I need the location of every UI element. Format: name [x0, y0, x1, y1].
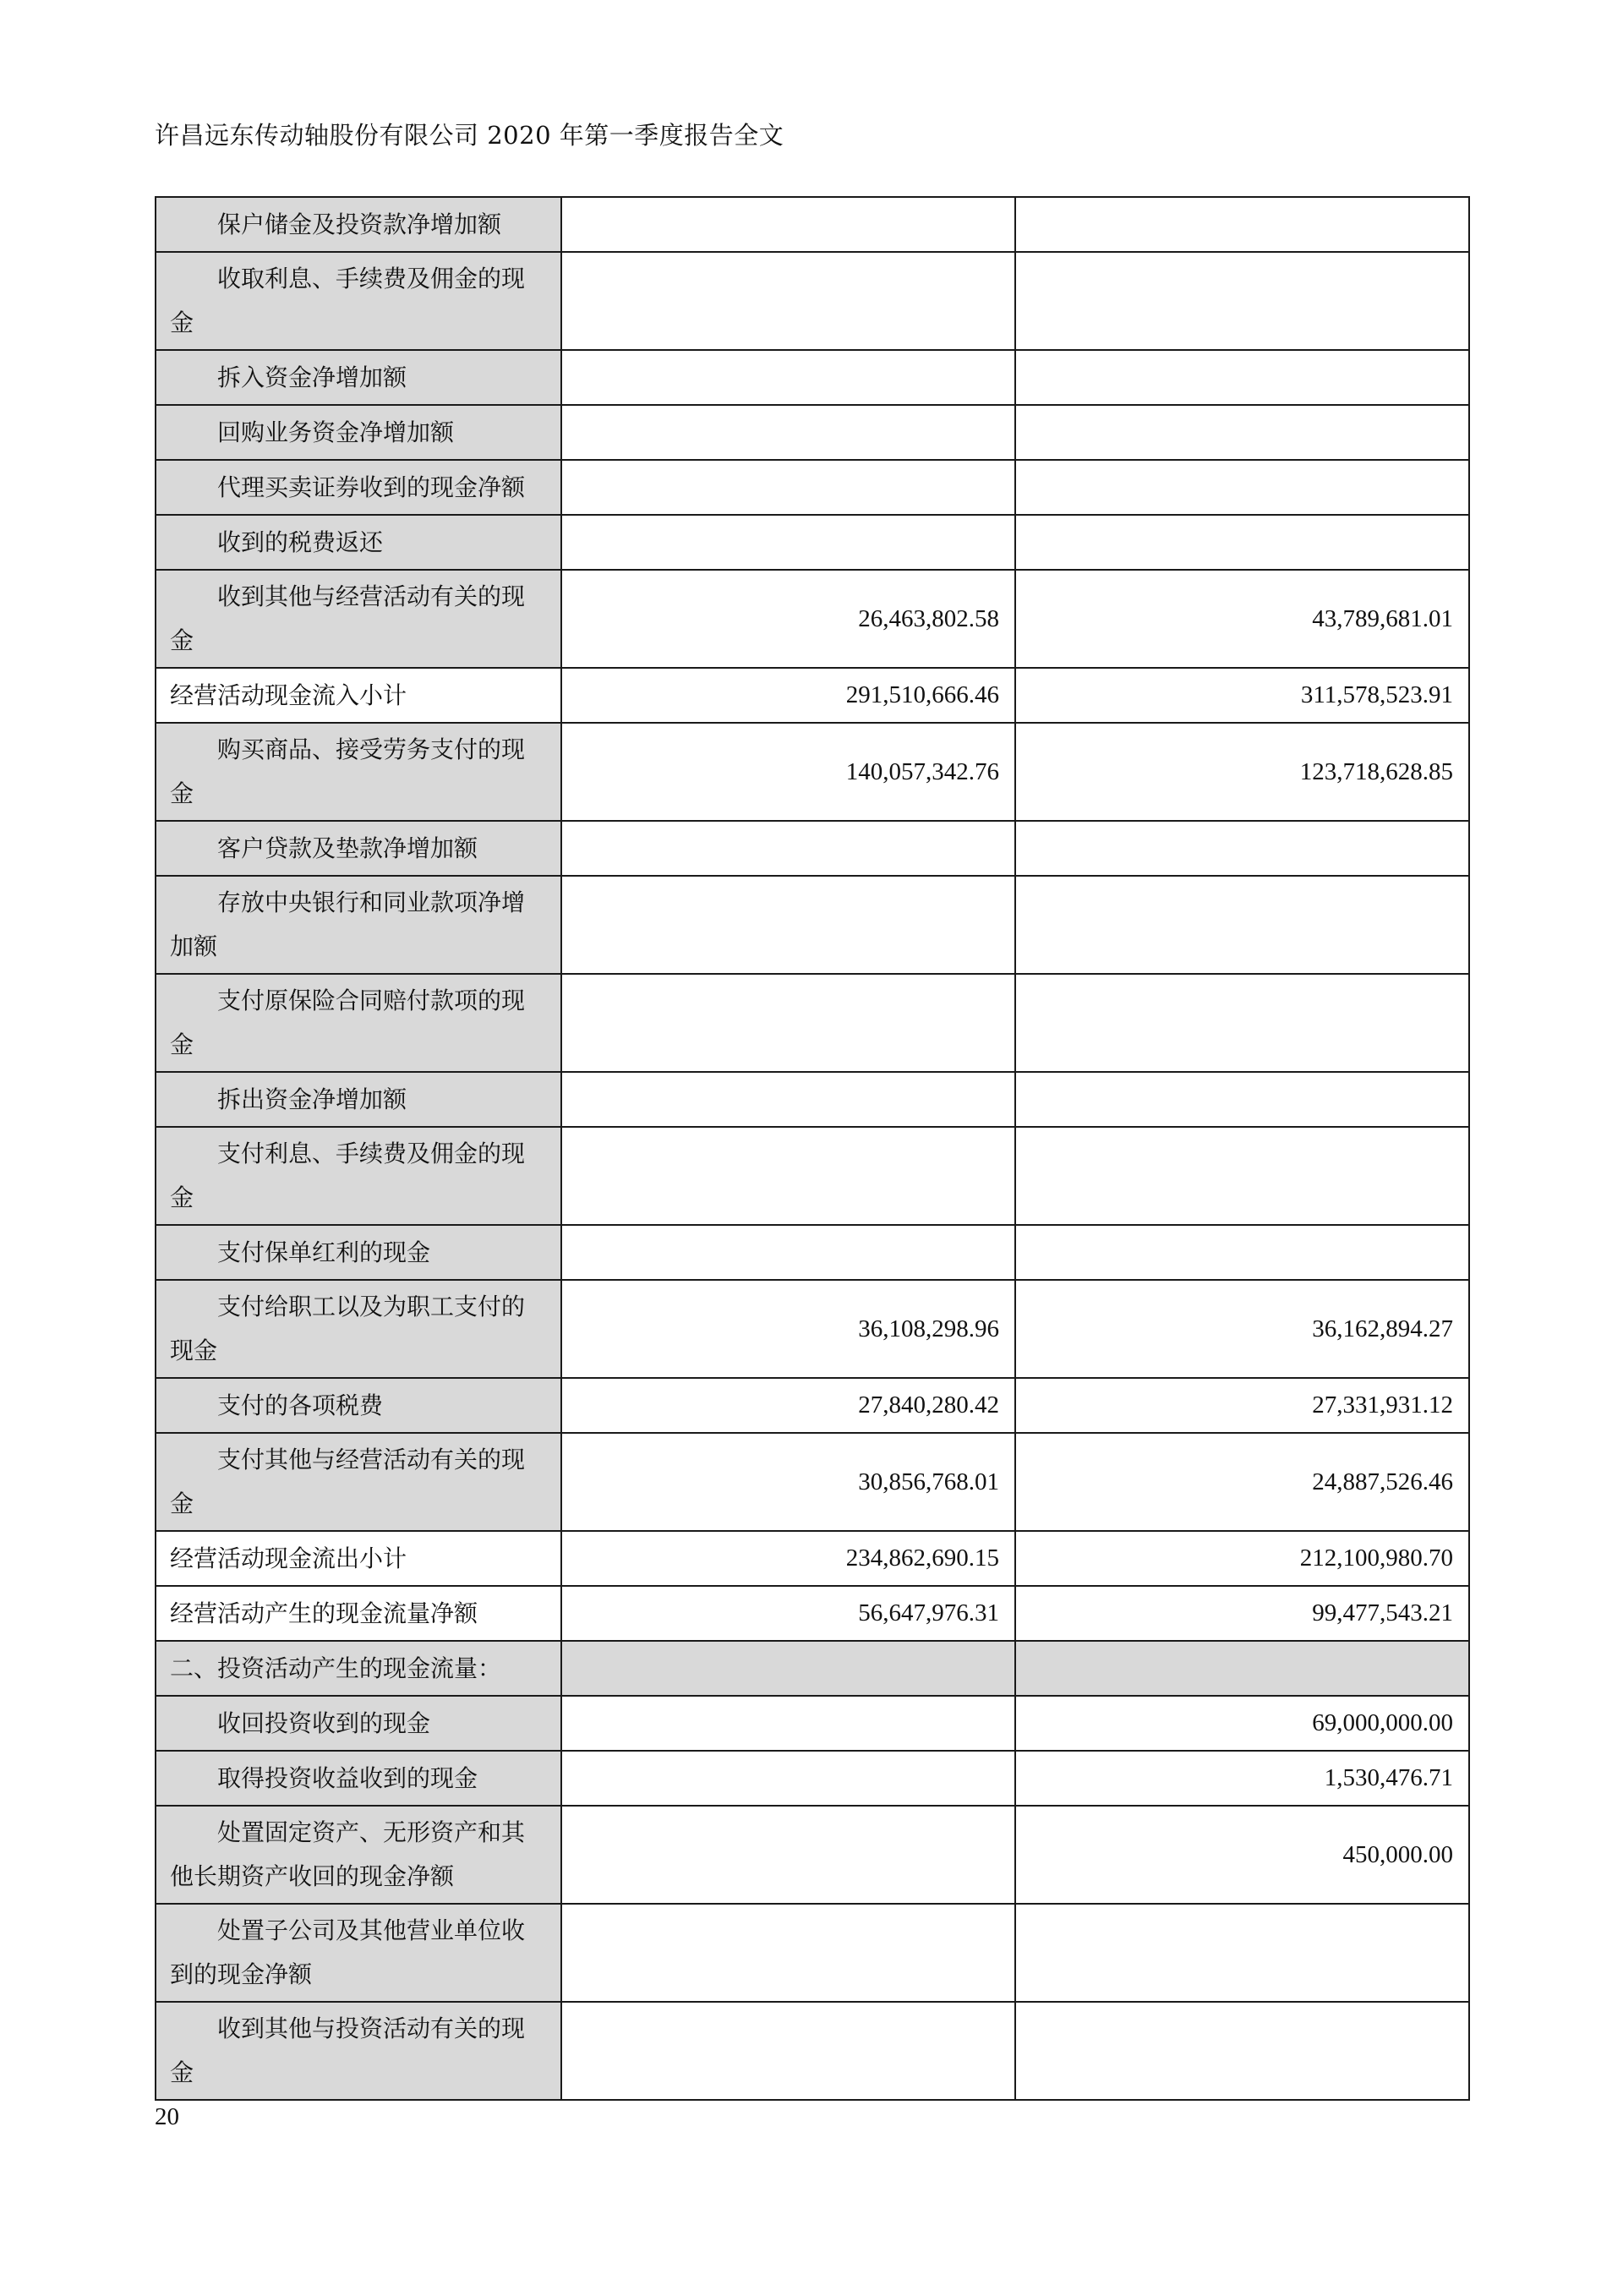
row-label: 经营活动现金流入小计 [170, 681, 407, 709]
previous-period-value [1015, 1641, 1469, 1696]
previous-period-value [1015, 876, 1469, 974]
table-row [156, 1225, 1469, 1280]
current-period-value [561, 1225, 1015, 1280]
table-row [156, 515, 1469, 570]
row-label: 经营活动现金流出小计 [170, 1544, 407, 1572]
table-row [156, 252, 1469, 350]
previous-period-value: 43,789,681.01 [1015, 570, 1469, 668]
row-label: 购买商品、接受劳务支付的现金 [170, 735, 526, 807]
current-period-value: 36,108,298.96 [561, 1280, 1015, 1378]
previous-period-value [1015, 1225, 1469, 1280]
row-label: 支付原保险合同赔付款项的现金 [170, 987, 526, 1058]
previous-period-value: 24,887,526.46 [1015, 1433, 1469, 1531]
row-label-cell [156, 1127, 561, 1225]
row-label: 支付给职工以及为职工支付的现金 [170, 1293, 526, 1364]
row-label: 支付利息、手续费及佣金的现金 [170, 1140, 526, 1211]
table-row [156, 723, 1469, 821]
row-label: 存放中央银行和同业款项净增加额 [170, 888, 526, 960]
current-period-value [561, 2002, 1015, 2100]
current-period-value: 140,057,342.76 [561, 723, 1015, 821]
row-label: 收回投资收到的现金 [217, 1708, 431, 1737]
previous-period-value: 69,000,000.00 [1015, 1696, 1469, 1751]
row-label: 收取利息、手续费及佣金的现金 [170, 265, 526, 336]
row-label-cell [156, 668, 561, 723]
cash-flow-table-container [155, 196, 1468, 2101]
row-label: 二、投资活动产生的现金流量： [170, 1654, 502, 1682]
current-period-value [561, 1904, 1015, 2002]
table-row [156, 1696, 1469, 1751]
current-period-value [561, 876, 1015, 974]
row-label-cell [156, 1280, 561, 1378]
row-label-cell [156, 821, 561, 876]
row-label: 支付保单红利的现金 [217, 1238, 431, 1266]
table-row [156, 1127, 1469, 1225]
row-label-cell [156, 1072, 561, 1127]
current-period-value: 291,510,666.46 [561, 668, 1015, 723]
row-label-cell [156, 197, 561, 252]
row-label: 处置固定资产、无形资产和其他长期资产收回的现金净额 [170, 1818, 526, 1890]
row-label: 经营活动产生的现金流量净额 [170, 1599, 478, 1627]
row-label: 回购业务资金净增加额 [217, 418, 455, 446]
previous-period-value [1015, 515, 1469, 570]
row-label-cell [156, 252, 561, 350]
table-row [156, 1751, 1469, 1806]
previous-period-value: 36,162,894.27 [1015, 1280, 1469, 1378]
row-label: 客户贷款及垫款净增加额 [217, 834, 478, 862]
table-row [156, 1280, 1469, 1378]
row-label: 支付其他与经营活动有关的现金 [170, 1446, 526, 1517]
cash-flow-table [155, 196, 1470, 2101]
row-label-cell [156, 1904, 561, 2002]
row-label-cell [156, 1696, 561, 1751]
previous-period-value [1015, 2002, 1469, 2100]
previous-period-value [1015, 197, 1469, 252]
current-period-value [561, 1751, 1015, 1806]
previous-period-value [1015, 460, 1469, 515]
current-period-value [561, 405, 1015, 460]
row-label: 处置子公司及其他营业单位收到的现金净额 [170, 1916, 526, 1988]
current-period-value [561, 821, 1015, 876]
row-label-cell [156, 1586, 561, 1641]
previous-period-value [1015, 350, 1469, 405]
table-row [156, 1433, 1469, 1531]
current-period-value [561, 252, 1015, 350]
current-period-value [561, 1641, 1015, 1696]
table-row [156, 1531, 1469, 1586]
table-row [156, 1072, 1469, 1127]
previous-period-value: 212,100,980.70 [1015, 1531, 1469, 1586]
row-label-cell [156, 1433, 561, 1531]
current-period-value [561, 460, 1015, 515]
table-row [156, 570, 1469, 668]
previous-period-value: 123,718,628.85 [1015, 723, 1469, 821]
row-label-cell [156, 723, 561, 821]
current-period-value [561, 1806, 1015, 1904]
cash-flow-table-body [156, 197, 1469, 2100]
row-label-cell [156, 2002, 561, 2100]
row-label-cell [156, 1225, 561, 1280]
previous-period-value: 311,578,523.91 [1015, 668, 1469, 723]
row-label-cell [156, 1531, 561, 1586]
row-label: 代理买卖证券收到的现金净额 [217, 473, 526, 501]
current-period-value [561, 350, 1015, 405]
previous-period-value [1015, 405, 1469, 460]
row-label: 拆入资金净增加额 [217, 363, 407, 391]
previous-period-value: 450,000.00 [1015, 1806, 1469, 1904]
table-row [156, 197, 1469, 252]
page-header-title: 许昌远东传动轴股份有限公司 2020 年第一季度报告全文 [155, 121, 784, 150]
row-label: 拆出资金净增加额 [217, 1085, 407, 1113]
row-label: 保户储金及投资款净增加额 [217, 210, 502, 238]
current-period-value [561, 197, 1015, 252]
previous-period-value [1015, 252, 1469, 350]
row-label: 支付的各项税费 [217, 1391, 384, 1419]
previous-period-value: 1,530,476.71 [1015, 1751, 1469, 1806]
page-number: 20 [155, 2103, 179, 2130]
current-period-value [561, 1696, 1015, 1751]
current-period-value: 234,862,690.15 [561, 1531, 1015, 1586]
previous-period-value [1015, 821, 1469, 876]
current-period-value: 26,463,802.58 [561, 570, 1015, 668]
row-label-cell [156, 876, 561, 974]
row-label-cell [156, 1751, 561, 1806]
current-period-value: 27,840,280.42 [561, 1378, 1015, 1433]
table-row [156, 405, 1469, 460]
row-label-cell [156, 350, 561, 405]
table-row [156, 876, 1469, 974]
row-label-cell [156, 974, 561, 1072]
row-label-cell [156, 460, 561, 515]
row-label: 取得投资收益收到的现金 [217, 1763, 478, 1792]
previous-period-value: 99,477,543.21 [1015, 1586, 1469, 1641]
row-label-cell [156, 405, 561, 460]
table-row [156, 1806, 1469, 1904]
previous-period-value [1015, 974, 1469, 1072]
previous-period-value [1015, 1904, 1469, 2002]
current-period-value [561, 1072, 1015, 1127]
current-period-value: 30,856,768.01 [561, 1433, 1015, 1531]
table-row [156, 1904, 1469, 2002]
table-row [156, 2002, 1469, 2100]
table-row [156, 821, 1469, 876]
current-period-value [561, 1127, 1015, 1225]
row-label-cell [156, 1378, 561, 1433]
row-label: 收到其他与经营活动有关的现金 [170, 582, 526, 654]
previous-period-value [1015, 1127, 1469, 1225]
previous-period-value: 27,331,931.12 [1015, 1378, 1469, 1433]
current-period-value [561, 515, 1015, 570]
table-row [156, 1586, 1469, 1641]
table-row [156, 350, 1469, 405]
row-label-cell [156, 570, 561, 668]
row-label: 收到的税费返还 [217, 528, 384, 556]
current-period-value: 56,647,976.31 [561, 1586, 1015, 1641]
previous-period-value [1015, 1072, 1469, 1127]
table-row [156, 668, 1469, 723]
table-row [156, 974, 1469, 1072]
table-row [156, 460, 1469, 515]
row-label: 收到其他与投资活动有关的现金 [170, 2014, 526, 2086]
row-label-cell [156, 1641, 561, 1696]
row-label-cell [156, 515, 561, 570]
table-row [156, 1378, 1469, 1433]
table-row [156, 1641, 1469, 1696]
row-label-cell [156, 1806, 561, 1904]
current-period-value [561, 974, 1015, 1072]
